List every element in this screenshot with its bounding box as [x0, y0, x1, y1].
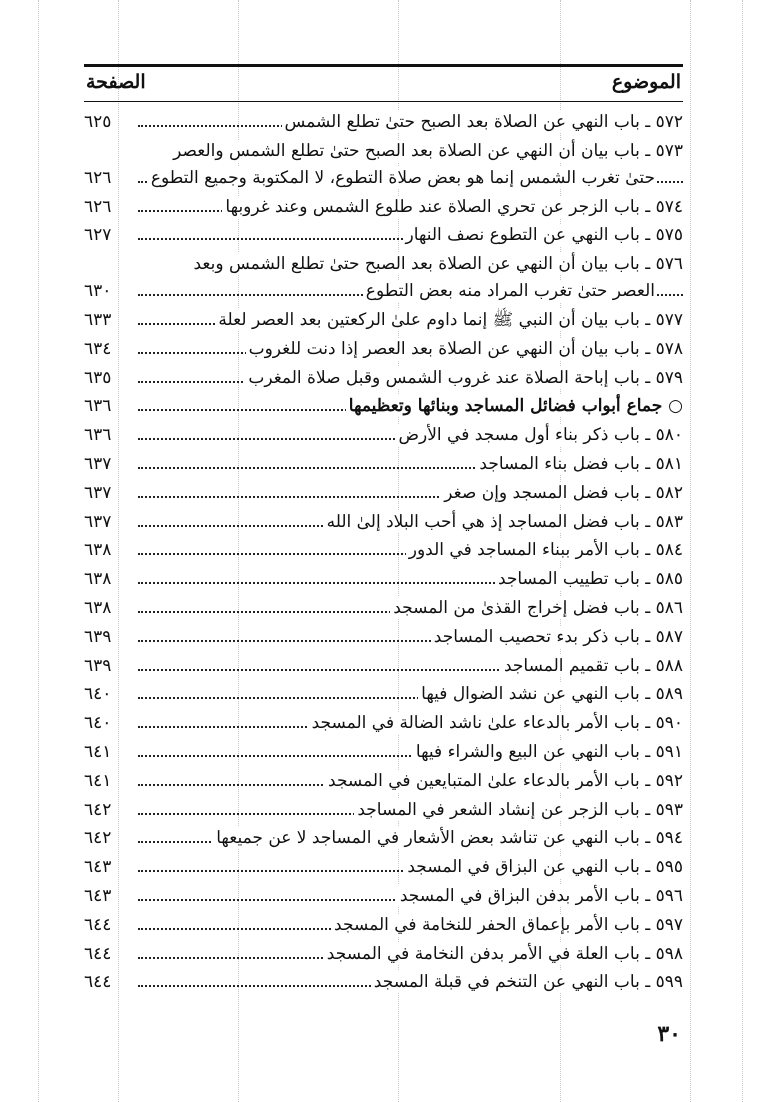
toc-entry-page-number: ٦٣٩ — [84, 655, 112, 676]
toc-entry-title: ○ جماع أبواب فضائل المساجد وبنائها وتعظيمها — [346, 395, 683, 417]
toc-entry-title: ٥٩٧ ـ باب الأمر بإعماق الحفر للنخامة في المسجد — [331, 914, 683, 936]
toc-entry-title: ٥٩٥ ـ باب النهي عن البزاق في المسجد — [404, 856, 683, 878]
toc-entry — [84, 306, 683, 335]
toc-entry — [84, 137, 683, 164]
toc-entry-page-number: ٦٣٦ — [84, 425, 112, 446]
toc-entry-title: ٥٩٣ ـ باب الزجر عن إنشاد الشعر في المساجد — [354, 799, 683, 821]
toc-entry — [84, 882, 683, 911]
page-column-heading: الصفحة — [86, 71, 146, 93]
toc-entry-page-number: ٦٣٣ — [84, 309, 112, 330]
toc-entry-title: ٥٧٩ ـ باب إباحة الصلاة عند غروب الشمس وقبل صلاة المغرب — [245, 367, 683, 389]
table-of-contents — [84, 108, 683, 997]
toc-entry-title: العصر حتىٰ تغرب المراد منه بعض التطوع — [363, 280, 655, 302]
toc-entry-page-number: ٦٢٦ — [84, 167, 112, 188]
toc-entry — [84, 940, 683, 969]
toc-entry — [84, 479, 683, 508]
toc-entry-title: ٥٩٩ ـ باب النهي عن التنخم في قبلة المسجد — [371, 971, 683, 993]
toc-entry-page-number: ٦٤١ — [84, 770, 112, 791]
toc-entry — [84, 164, 683, 193]
toc-entry — [84, 652, 683, 681]
toc-entry — [84, 796, 683, 825]
toc-entry — [84, 623, 683, 652]
toc-entry-page-number: ٦٣٨ — [84, 569, 112, 590]
toc-entry-title: ٥٧٤ ـ باب الزجر عن تحري الصلاة عند طلوع الشمس وعند غروبها — [222, 196, 683, 218]
toc-entry-title: ٥٧٧ ـ باب بيان أن النبي ﷺ إنما داوم علىٰ الركعتين بعد العصر لعلة — [215, 309, 683, 331]
toc-entry-page-number: ٦٤٤ — [84, 943, 112, 964]
toc-entry-title: ٥٩٦ ـ باب الأمر بدفن البزاق في المسجد — [397, 885, 683, 907]
toc-entry-title: ٥٩٨ ـ باب العلة في الأمر بدفن النخامة في المسجد — [324, 943, 683, 965]
header-rule-thick — [84, 64, 683, 67]
toc-entry-title: ٥٨٨ ـ باب تقميم المساجد — [501, 655, 683, 677]
toc-entry — [84, 968, 683, 997]
scan-guide-line — [690, 0, 691, 1102]
toc-entry-title: ٥٧٢ ـ باب النهي عن الصلاة بعد الصبح حتىٰ تطلع الشمس — [282, 111, 684, 133]
toc-entry-page-number: ٦٣٤ — [84, 338, 112, 359]
toc-entry-page-number: ٦٣٧ — [84, 453, 112, 474]
toc-entry — [84, 911, 683, 940]
toc-entry-title: ٥٨٧ ـ باب ذكر بدء تحصيب المساجد — [431, 626, 683, 648]
toc-entry-page-number: ٦٣٩ — [84, 626, 112, 647]
toc-entry — [84, 108, 683, 137]
toc-entry — [84, 277, 683, 306]
toc-entry-page-number: ٦٤٣ — [84, 857, 112, 878]
toc-entry-page-number: ٦٣٥ — [84, 367, 112, 388]
toc-entry — [84, 421, 683, 450]
page-number: ٣٠ — [657, 1021, 681, 1047]
toc-entry-title: حتىٰ تغرب الشمس إنما هو بعض صلاة التطوع، لا المكتوبة وجميع التطوع — [148, 167, 655, 189]
toc-entry-page-number: ٦٢٦ — [84, 196, 112, 217]
toc-entry-page-number: ٦٢٥ — [84, 112, 112, 132]
toc-entry-title: ٥٩١ ـ باب النهي عن البيع والشراء فيها — [413, 741, 683, 763]
toc-entry — [84, 221, 683, 250]
toc-entry-page-number: ٦٤٤ — [84, 914, 112, 935]
toc-entry — [84, 335, 683, 364]
toc-entry-title: ٥٨٦ ـ باب فضل إخراج القذىٰ من المسجد — [390, 597, 683, 619]
toc-entry-page-number: ٦٢٧ — [84, 225, 112, 246]
toc-entry — [84, 738, 683, 767]
toc-entry-page-number: ٦٤٠ — [84, 684, 112, 705]
toc-entry-title: ٥٧٦ ـ باب بيان أن النهي عن الصلاة بعد الصبح حتىٰ تطلع الشمس وبعد — [190, 253, 683, 275]
toc-entry-title: ٥٨١ ـ باب فضل بناء المساجد — [476, 453, 683, 475]
toc-entry — [84, 250, 683, 277]
toc-entry — [84, 709, 683, 738]
header-rule-thin — [84, 101, 683, 102]
toc-entry-page-number: ٦٣٠ — [84, 281, 112, 302]
toc-entry-title: ٥٧٨ ـ باب بيان أن النهي عن الصلاة بعد العصر إذا دنت للغروب — [246, 338, 683, 360]
toc-entry-title: ٥٩٢ ـ باب الأمر بالدعاء علىٰ المتبايعين في المسجد — [325, 770, 683, 792]
toc-entry-title: ٥٩٤ ـ باب النهي عن تناشد بعض الأشعار في المساجد لا عن جميعها — [213, 827, 683, 849]
toc-entry-title: ٥٨٢ ـ باب فضل المسجد وإن صغر — [441, 482, 683, 504]
toc-entry-title: ٥٨٣ ـ باب فضل المساجد إذ هي أحب البلاد إلىٰ الله — [324, 511, 683, 533]
toc-entry-page-number: ٦٣٧ — [84, 511, 112, 532]
toc-entry-page-number: ٦٤٢ — [84, 799, 112, 820]
toc-entry-title: ٥٨٥ ـ باب تطييب المساجد — [495, 568, 683, 590]
toc-entry-title: ٥٨٤ ـ باب الأمر ببناء المساجد في الدور — [406, 539, 683, 561]
toc-entry — [84, 824, 683, 853]
toc-entry-page-number: ٦٣٨ — [84, 597, 112, 618]
toc-entry — [84, 853, 683, 882]
scan-guide-line — [742, 0, 743, 1102]
toc-entry-page-number: ٦٤١ — [84, 741, 112, 762]
toc-entry-page-number: ٦٣٦ — [84, 396, 112, 417]
toc-section-heading — [84, 392, 683, 421]
toc-entry-page-number: ٦٣٨ — [84, 540, 112, 561]
toc-entry — [84, 536, 683, 565]
toc-entry-page-number: ٦٤٢ — [84, 828, 112, 849]
toc-entry-page-number: ٦٤٣ — [84, 885, 112, 906]
toc-entry — [84, 767, 683, 796]
toc-entry-page-number: ٦٣٧ — [84, 482, 112, 503]
toc-entry — [84, 508, 683, 537]
toc-entry-title: ٥٨٩ ـ باب النهي عن نشد الضوال فيها — [418, 683, 683, 705]
toc-entry — [84, 450, 683, 479]
toc-entry-title: ٥٩٠ ـ باب الأمر بالدعاء علىٰ ناشد الضالة في المسجد — [309, 712, 683, 734]
toc-entry-title: ٥٧٥ ـ باب النهي عن التطوع نصف النهار — [403, 224, 683, 246]
topic-column-heading: الموضوع — [611, 71, 681, 93]
toc-entry — [84, 565, 683, 594]
toc-entry — [84, 364, 683, 393]
toc-entry-page-number: ٦٤٤ — [84, 972, 112, 993]
scan-guide-line — [38, 0, 39, 1102]
toc-entry-title: ٥٧٣ ـ باب بيان أن النهي عن الصلاة بعد الصبح حتىٰ تطلع الشمس والعصر — [170, 140, 683, 162]
toc-entry — [84, 680, 683, 709]
toc-entry — [84, 594, 683, 623]
toc-entry — [84, 193, 683, 222]
toc-entry-page-number: ٦٤٠ — [84, 713, 112, 734]
toc-entry-title: ٥٨٠ ـ باب ذكر بناء أول مسجد في الأرض — [395, 424, 683, 446]
